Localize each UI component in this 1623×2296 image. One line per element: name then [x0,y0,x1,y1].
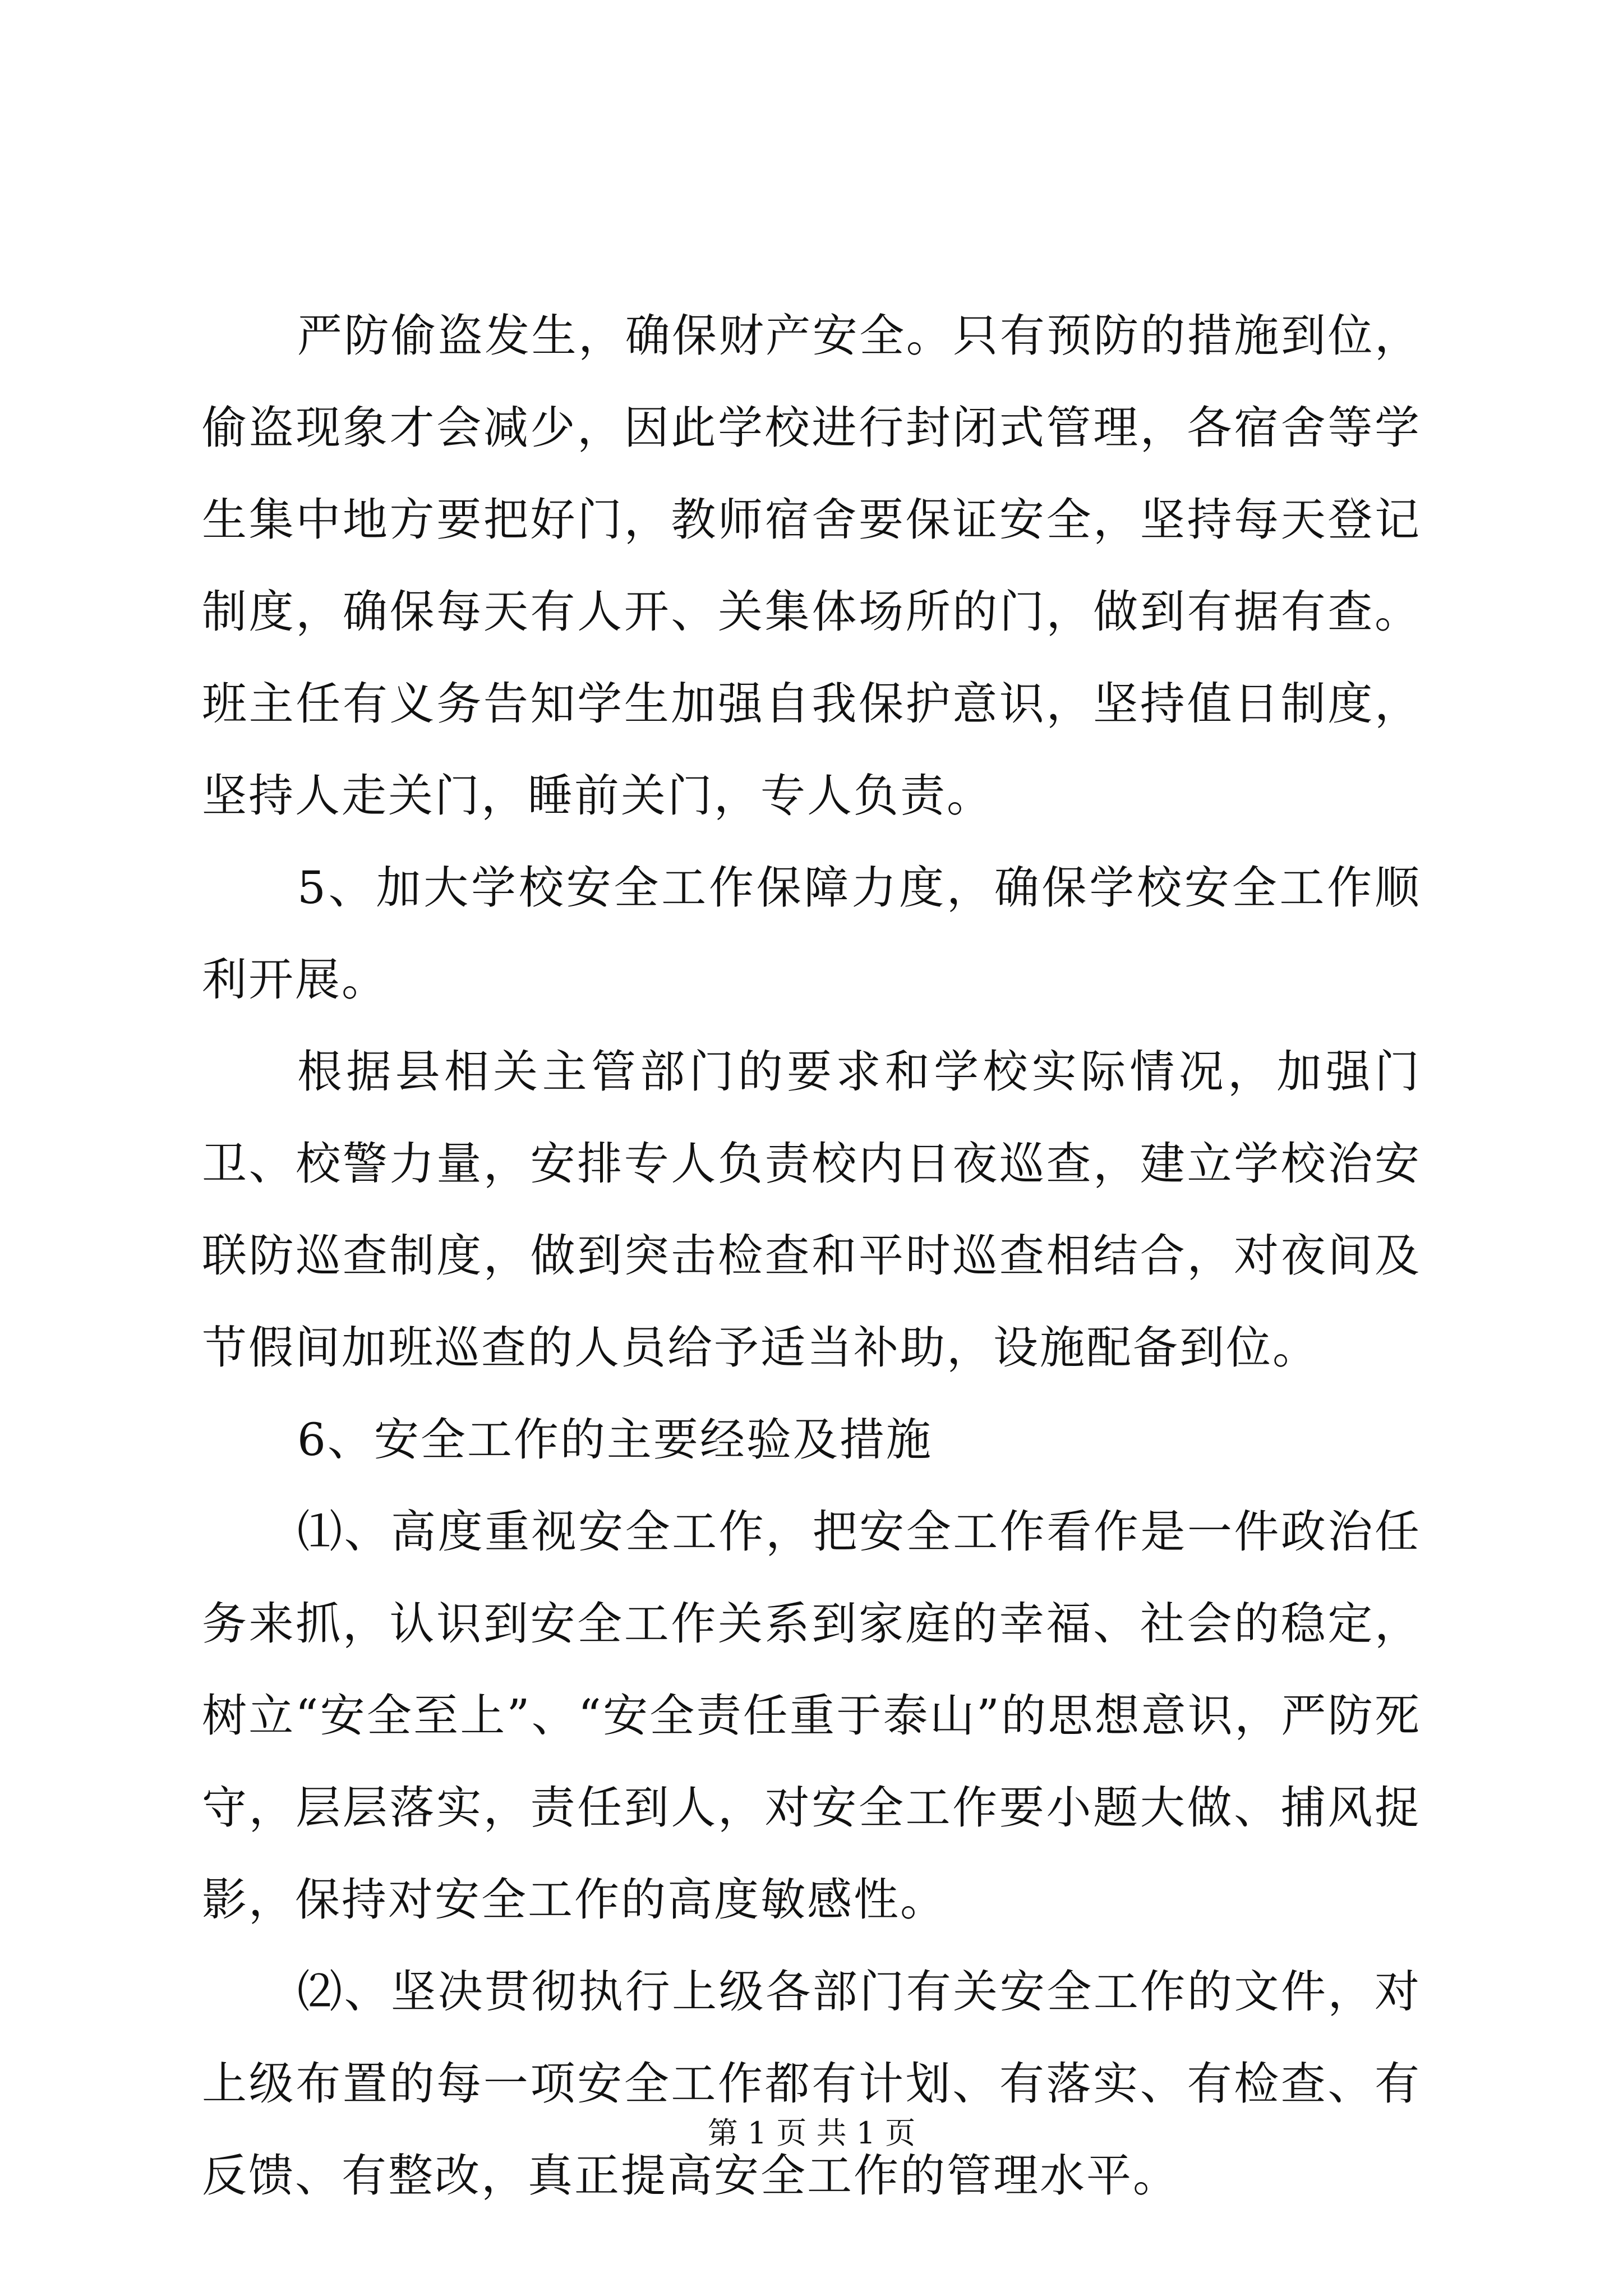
paragraph-item-1: ⑴、高度重视安全工作，把安全工作看作是一件政治任务来抓，认识到安全工作关系到家庭的幸福、社会的稳定，树立“安全至上”、“安全责任重于泰山”的思想意识，严防死守，层层落实，责任到人，对安全工作要小题大做、捕风捉影，保持对安全工作的高度敏感性。 [202,1506,1421,1926]
paragraph-property-safety: 严防偷盗发生，确保财产安全。只有预防的措施到位，偷盗现象才会减少，因此学校进行封闭式管理，各宿舍等学生集中地方要把好门，教师宿舍要保证安全，坚持每天登记制度，确保每天有人开、关集体场所的门，做到有据有查。班主任有义务告知学生加强自我保护意识，坚持值日制度，坚持人走关门，睡前关门，专人负责。 [202,310,1421,822]
page-footer: 第 1 页 共 1 页 [707,2115,916,2151]
document-body [202,290,1421,2222]
paragraph-item-2: ⑵、坚决贯彻执行上级各部门有关安全工作的文件，对上级布置的每一项安全工作都有计划、有落实、有检查、有反馈、有整改，真正提高安全工作的管理水平。 [202,1966,1421,2202]
paragraph-security-patrol: 根据县相关主管部门的要求和学校实际情况，加强门卫、校警力量，安排专人负责校内日夜巡查，建立学校治安联防巡查制度，做到突击检查和平时巡查相结合，对夜间及节假间加班巡查的人员给予适当补助，设施配备到位。 [202,1046,1421,1374]
paragraph-heading-6: 6、安全工作的主要经验及措施 [297,1414,933,1466]
paragraph-heading-5: 5、加大学校安全工作保障力度，确保学校安全工作顺利开展。 [202,862,1421,1006]
